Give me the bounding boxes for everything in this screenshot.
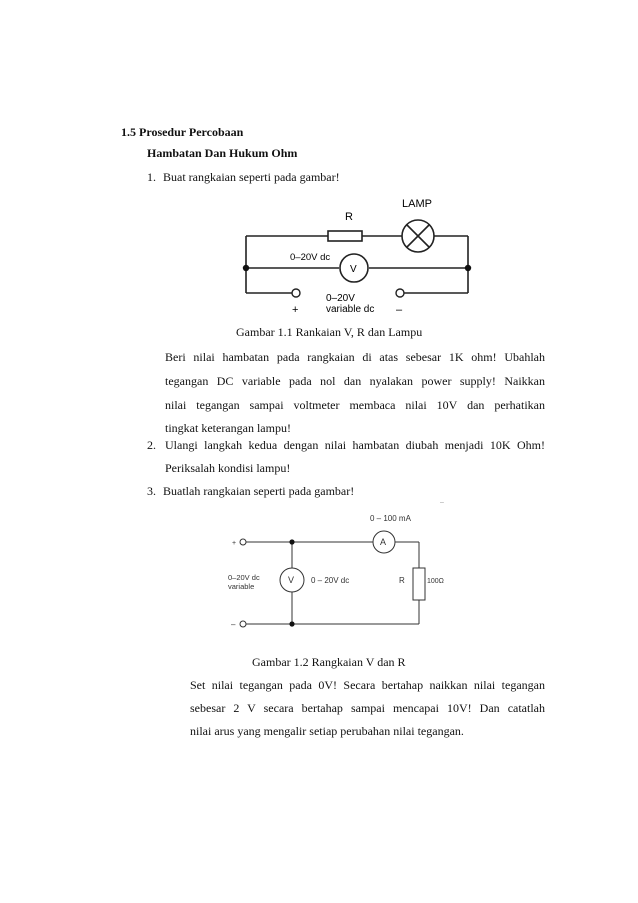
label-ammeter: A — [380, 537, 387, 547]
resistor-symbol — [328, 231, 362, 241]
step-2-line-1: Ulangi langkah kedua dengan nilai hambatan diubah menjadi 10K Ohm! — [165, 438, 545, 452]
step-3-text: Buatlah rangkaian seperti pada gambar! — [163, 484, 355, 498]
para-2-line-1: Set nilai tegangan pada 0V! Secara bertahap naikkan nilai tegangan — [190, 678, 545, 692]
junction-dot-top — [289, 539, 294, 544]
para-2-line-3: nilai arus yang mengalir setiap perubahan nilai tegangan. — [190, 724, 464, 738]
terminal-positive — [292, 289, 300, 297]
terminal-negative — [396, 289, 404, 297]
label-source-type: variable dc — [326, 304, 375, 315]
label-r: R — [399, 576, 405, 585]
label-plus: + — [232, 540, 237, 547]
para-1-line-2: tegangan DC variable pada nol dan nyalakan power supply! Naikkan — [165, 374, 545, 388]
terminal-positive — [240, 539, 246, 545]
step-2-line-2: Periksalah kondisi lampu! — [165, 461, 291, 475]
junction-dot-bottom — [289, 621, 294, 626]
label-minus: – — [396, 304, 403, 316]
lamp-symbol — [402, 220, 434, 252]
label-ammeter-range: 0 – 100 mA — [370, 514, 411, 523]
label-source-range: 0–20V — [326, 293, 355, 304]
para-1-line-3: nilai tegangan sampai voltmeter membaca nilai 10V dan perhatikan — [165, 398, 545, 412]
label-r: R — [345, 211, 353, 223]
label-r-value: 100Ω — [427, 578, 444, 585]
label-source-range: 0–20V dc — [228, 573, 260, 582]
junction-dot-left — [243, 265, 249, 271]
label-plus: + — [292, 304, 299, 316]
figure-1-caption: Gambar 1.1 Rankaian V, R dan Lampu — [236, 325, 423, 339]
step-3-number: 3. — [147, 484, 156, 498]
para-1-line-4: tingkat keterangan lampu! — [165, 421, 291, 435]
para-1-line-1: Beri nilai hambatan pada rangkaian di atas sebesar 1K ohm! Ubahlah — [165, 350, 545, 364]
label-voltmeter-range: 0–20V dc — [290, 252, 331, 263]
label-minus: – — [231, 620, 236, 629]
step-1-number: 1. — [147, 170, 156, 184]
label-voltmeter: V — [288, 575, 295, 585]
junction-dot-right — [465, 265, 471, 271]
label-source-type: variable — [228, 582, 255, 591]
corner-mark: – — [440, 499, 444, 506]
para-2-line-2: sebesar 2 V secara bertahap sampai mencapai 10V! Dan catatlah — [190, 701, 545, 715]
label-voltmeter-range: 0 – 20V dc — [311, 576, 350, 585]
figure-2-caption: Gambar 1.2 Rangkaian V dan R — [252, 655, 406, 669]
section-title: 1.5 Prosedur Percobaan — [121, 125, 244, 139]
figure-2-circuit — [222, 494, 452, 640]
terminal-negative — [240, 621, 246, 627]
step-1-text: Buat rangkaian seperti pada gambar! — [163, 170, 340, 184]
figure-1-circuit — [236, 190, 476, 320]
label-voltmeter: V — [350, 264, 357, 275]
step-2-number: 2. — [147, 438, 156, 452]
label-lamp: LAMP — [402, 198, 432, 210]
section-subtitle: Hambatan Dan Hukum Ohm — [147, 146, 298, 160]
resistor-symbol — [413, 568, 425, 600]
